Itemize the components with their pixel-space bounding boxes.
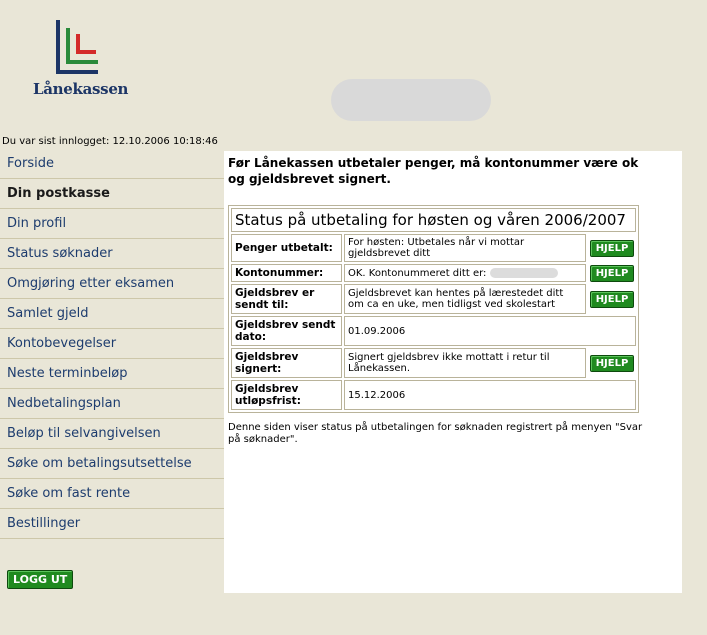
help-cell: [588, 234, 636, 262]
table-row: [231, 284, 636, 314]
row-label: Gjeldsbrev er sendt til:: [231, 284, 342, 314]
row-label: Gjeldsbrev utløpsfrist:: [231, 380, 342, 410]
row-value-text: 01.09.2006: [348, 325, 406, 337]
last-login-text: Du var sist innlogget: 12.10.2006 10:18:46: [2, 136, 218, 147]
sidebar-nav: [0, 149, 245, 539]
sidebar-item-12[interactable]: [0, 509, 245, 539]
redacted-banner: [331, 79, 491, 121]
row-value: [344, 234, 586, 262]
table-row: [231, 264, 636, 282]
help-button[interactable]: HJELP: [590, 291, 635, 308]
sidebar-item-label: Neste terminbeløp: [7, 366, 128, 381]
sidebar-item-5[interactable]: [0, 299, 245, 329]
sidebar-item-label: Samlet gjeld: [7, 306, 89, 321]
sidebar-item-label: Din postkasse: [7, 186, 110, 201]
sidebar-item-label: Omgjøring etter eksamen: [7, 276, 175, 291]
sidebar-item-label: Søke om fast rente: [7, 486, 131, 501]
table-row: [231, 348, 636, 378]
table-row: [231, 380, 636, 410]
row-value-text: OK. Kontonummeret ditt er:: [348, 267, 487, 279]
logout-button[interactable]: LOGG UT: [7, 570, 73, 589]
sidebar-item-3[interactable]: [0, 239, 245, 269]
lanekassen-logo[interactable]: [30, 18, 140, 100]
help-button[interactable]: HJELP: [590, 240, 635, 257]
sidebar-item-label: Beløp til selvangivelsen: [7, 426, 161, 441]
row-value: [344, 348, 586, 378]
masked-account-number: [490, 268, 558, 278]
help-cell: [588, 348, 636, 378]
main-content: [224, 151, 682, 593]
sidebar-item-8[interactable]: [0, 389, 245, 419]
sidebar-item-label: Søke om betalingsutsettelse: [7, 456, 192, 471]
sidebar-item-label: Din profil: [7, 216, 67, 231]
footnote-text: Denne siden viser status på utbetalingen for søknaden registrert på menyen "Svar på søknader".: [228, 422, 643, 445]
row-value: [344, 264, 586, 282]
row-label: Kontonummer:: [231, 264, 342, 282]
sidebar-item-0[interactable]: [0, 149, 245, 179]
row-value-text: For høsten: Utbetales når vi mottar gjeldsbrevet ditt: [348, 237, 525, 259]
intro-text: Før Lånekassen utbetaler penger, må kontonummer være ok og gjeldsbrevet signert.: [228, 156, 639, 186]
sidebar-item-2[interactable]: [0, 209, 245, 239]
logo-mark-icon: [54, 18, 100, 76]
help-cell: [588, 264, 636, 282]
row-value-text: 15.12.2006: [348, 389, 406, 401]
sidebar-item-label: Status søknader: [7, 246, 113, 261]
sidebar-item-7[interactable]: [0, 359, 245, 389]
sidebar-item-9[interactable]: [0, 419, 245, 449]
row-label: Gjeldsbrev sendt dato:: [231, 316, 342, 346]
row-value: [344, 316, 636, 346]
row-value: [344, 284, 586, 314]
row-value: [344, 380, 636, 410]
status-table: [228, 205, 639, 413]
sidebar-item-11[interactable]: [0, 479, 245, 509]
sidebar-item-label: Bestillinger: [7, 516, 81, 531]
sidebar-item-label: Kontobevegelser: [7, 336, 117, 351]
row-label: Gjeldsbrev signert:: [231, 348, 342, 378]
sidebar-item-label: Nedbetalingsplan: [7, 396, 121, 411]
sidebar-item-1[interactable]: [0, 179, 245, 209]
logo-text: Lånekassen: [33, 80, 129, 98]
row-value-text: Gjeldsbrevet kan hentes på lærestedet ditt om ca en uke, men tidligst ved skolestart: [348, 288, 564, 310]
sidebar-item-4[interactable]: [0, 269, 245, 299]
sidebar-item-label: Forside: [7, 156, 54, 171]
sidebar-item-10[interactable]: [0, 449, 245, 479]
help-cell: [588, 284, 636, 314]
status-table-title: Status på utbetaling for høsten og våren 2006/2007: [231, 208, 636, 232]
help-button[interactable]: HJELP: [590, 265, 635, 282]
sidebar-item-6[interactable]: [0, 329, 245, 359]
row-label: Penger utbetalt:: [231, 234, 342, 262]
table-row: [231, 316, 636, 346]
help-button[interactable]: HJELP: [590, 355, 635, 372]
table-row: [231, 234, 636, 262]
row-value-text: Signert gjeldsbrev ikke mottatt i retur til Lånekassen.: [348, 352, 550, 374]
